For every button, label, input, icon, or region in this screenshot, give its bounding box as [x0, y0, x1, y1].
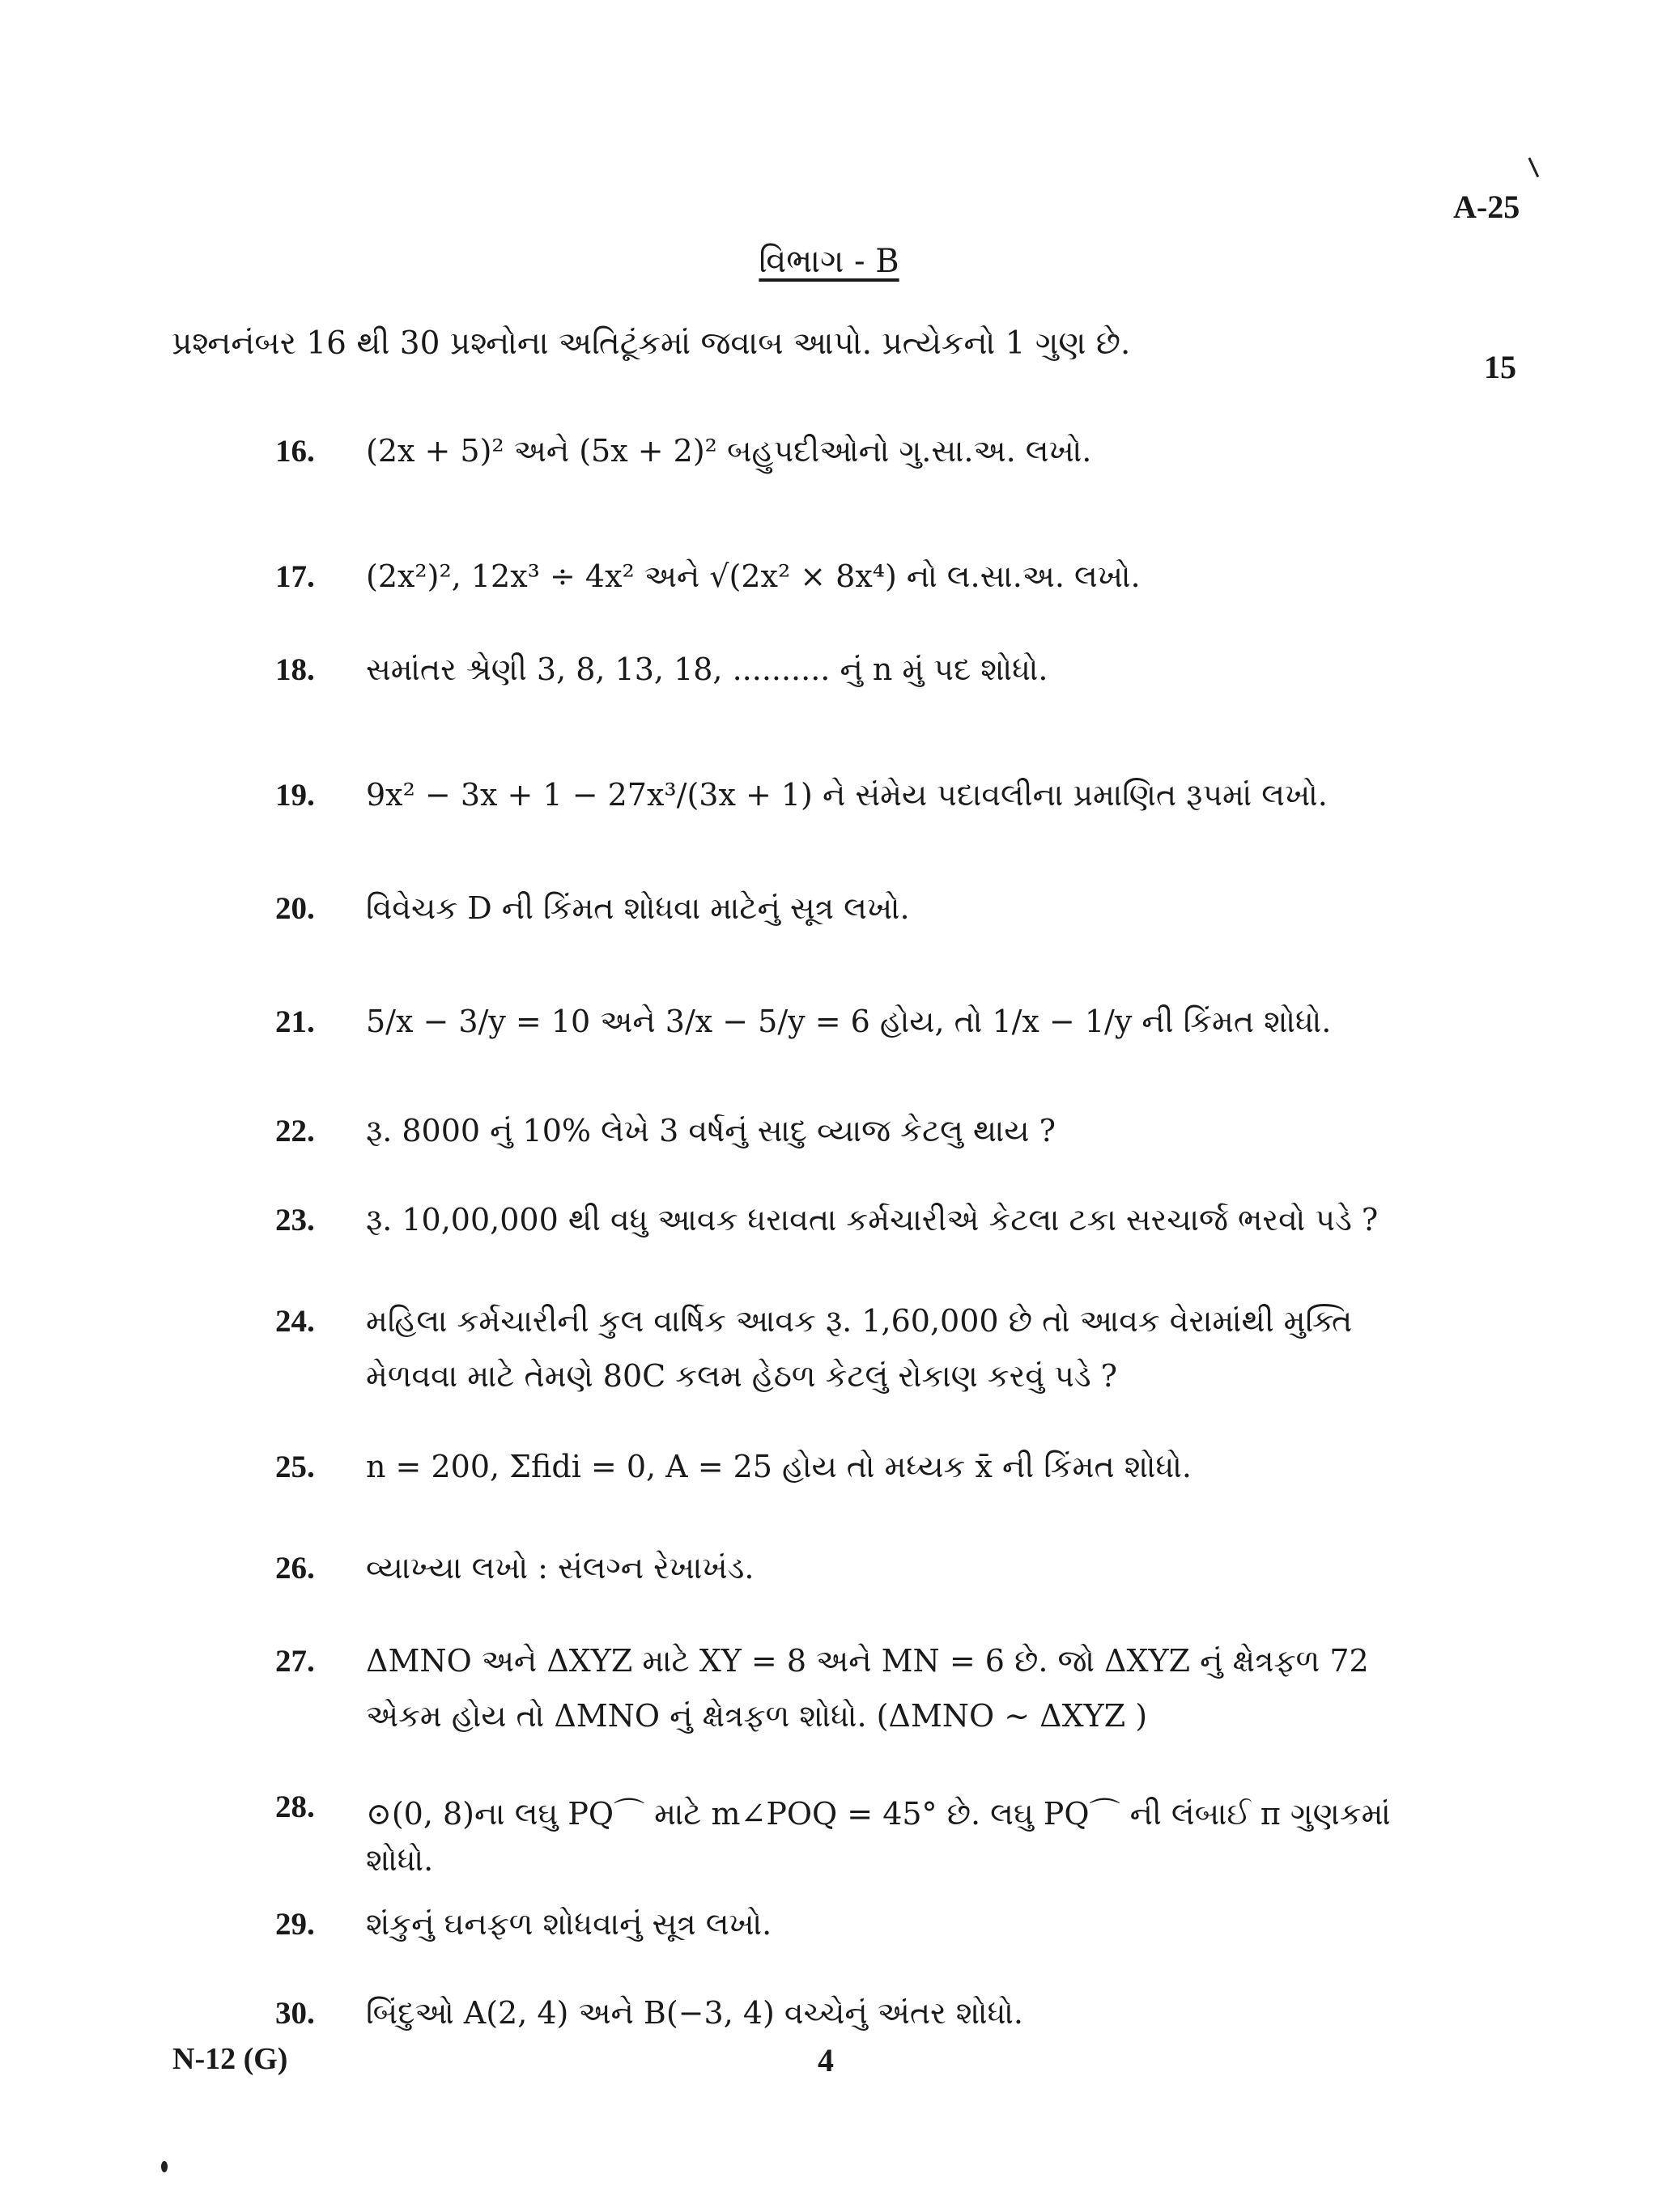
question-text: n = 200, Σfidi = 0, A = 25 હોય તો મધ્યક x̄ ની કિંમત શોધો. — [366, 1449, 1192, 1484]
question-number: 19. — [275, 778, 315, 813]
question-text: (2x + 5)² અને (5x + 2)² બહુપદીઓનો ગુ.સા.અ. લખો. — [366, 433, 1092, 469]
question-text: મહિલા કર્મચારીની કુલ વાર્ષિક આવક રૂ. 1,60,000 છે તો આવક વેરામાંથી મુક્તિ — [366, 1303, 1353, 1339]
question-text: વ્યાખ્યા લખો : સંલગ્ન રેખાખંડ. — [366, 1550, 755, 1586]
scan-speck — [161, 2161, 168, 2172]
page-number: 4 — [818, 2042, 834, 2078]
question-number: 27. — [275, 1644, 315, 1679]
question-number: 23. — [275, 1203, 315, 1238]
question-number: 28. — [275, 1790, 315, 1824]
question-text-line-2: શોધો. — [366, 1842, 434, 1878]
question-text: (2x²)², 12x³ ÷ 4x² અને √(2x² × 8x⁴) નો લ.સા.અ. લખો. — [366, 558, 1141, 594]
section-title-text: વિભાગ - B — [759, 243, 899, 280]
question-text-line-2: એકમ હોય તો ΔMNO નું ક્ષેત્રફળ શોધો. (ΔMNO ~ ΔXYZ ) — [366, 1698, 1148, 1734]
question-text: ⊙(0, 8)ના લઘુ PQ⌒ માટે m∠POQ = 45° છે. લઘુ PQ⌒ ની લંબાઈ π ગુણકમાં — [366, 1796, 1391, 1832]
question-number: 26. — [275, 1551, 315, 1586]
section-marks: 15 — [1484, 349, 1516, 385]
question-text: સમાંતર શ્રેણી 3, 8, 13, 18, .......... નું n મું પદ શોધો. — [366, 652, 1048, 687]
question-text: વિવેચક D ની કિંમત શોધવા માટેનું સૂત્ર લખો. — [366, 890, 910, 926]
question-number: 17. — [275, 559, 315, 594]
question-text: રૂ. 8000 નું 10% લેખે 3 વર્ષનું સાદુ વ્યાજ કેટલુ થાય ? — [366, 1113, 1056, 1148]
question-number: 21. — [275, 1004, 315, 1039]
question-number: 22. — [275, 1114, 315, 1148]
question-number: 29. — [275, 1907, 315, 1942]
paper-code: N-12 (G) — [172, 2042, 288, 2076]
question-number: 20. — [275, 891, 315, 926]
page-code-tick-mark — [1528, 151, 1552, 177]
question-text: 9x² − 3x + 1 − 27x³/(3x + 1) ને સંમેય પદાવલીના પ્રમાણિત રૂપમાં લખો. — [366, 777, 1328, 813]
question-number: 25. — [275, 1450, 315, 1484]
question-text: 5/x − 3/y = 10 અને 3/x − 5/y = 6 હોય, તો 1/x − 1/y ની કિંમત શોધો. — [366, 1004, 1332, 1039]
question-text: રૂ. 10,00,000 થી વધુ આવક ધરાવતા કર્મચારીએ કેટલા ટકા સરચાર્જ ભરવો પડે ? — [366, 1202, 1379, 1238]
instruction: પ્રશ્નનંબર 16 થી 30 પ્રશ્નોના અતિટૂંકમાં જવાબ આપો. પ્રત્યેકનો 1 ગુણ છે. — [172, 325, 1131, 362]
question-number: 30. — [275, 1996, 315, 2031]
question-text-line-2: મેળવવા માટે તેમણે 80C કલમ હેઠળ કેટલું રોકાણ કરવું પડે ? — [366, 1358, 1118, 1394]
page-code: A-25 — [1453, 189, 1520, 225]
question-number: 18. — [275, 652, 315, 687]
question-text: ΔMNO અને ΔXYZ માટે XY = 8 અને MN = 6 છે. જો ΔXYZ નું ક્ષેત્રફળ 72 — [366, 1643, 1369, 1679]
question-number: 24. — [275, 1304, 315, 1339]
question-text: બિંદુઓ A(2, 4) અને B(−3, 4) વચ્ચેનું અંતર શોધો. — [366, 1995, 1023, 2031]
question-text: શંકુનું ઘનફળ શોધવાનું સૂત્ર લખો. — [366, 1906, 772, 1942]
question-number: 16. — [275, 434, 315, 469]
section-title — [0, 243, 1658, 280]
